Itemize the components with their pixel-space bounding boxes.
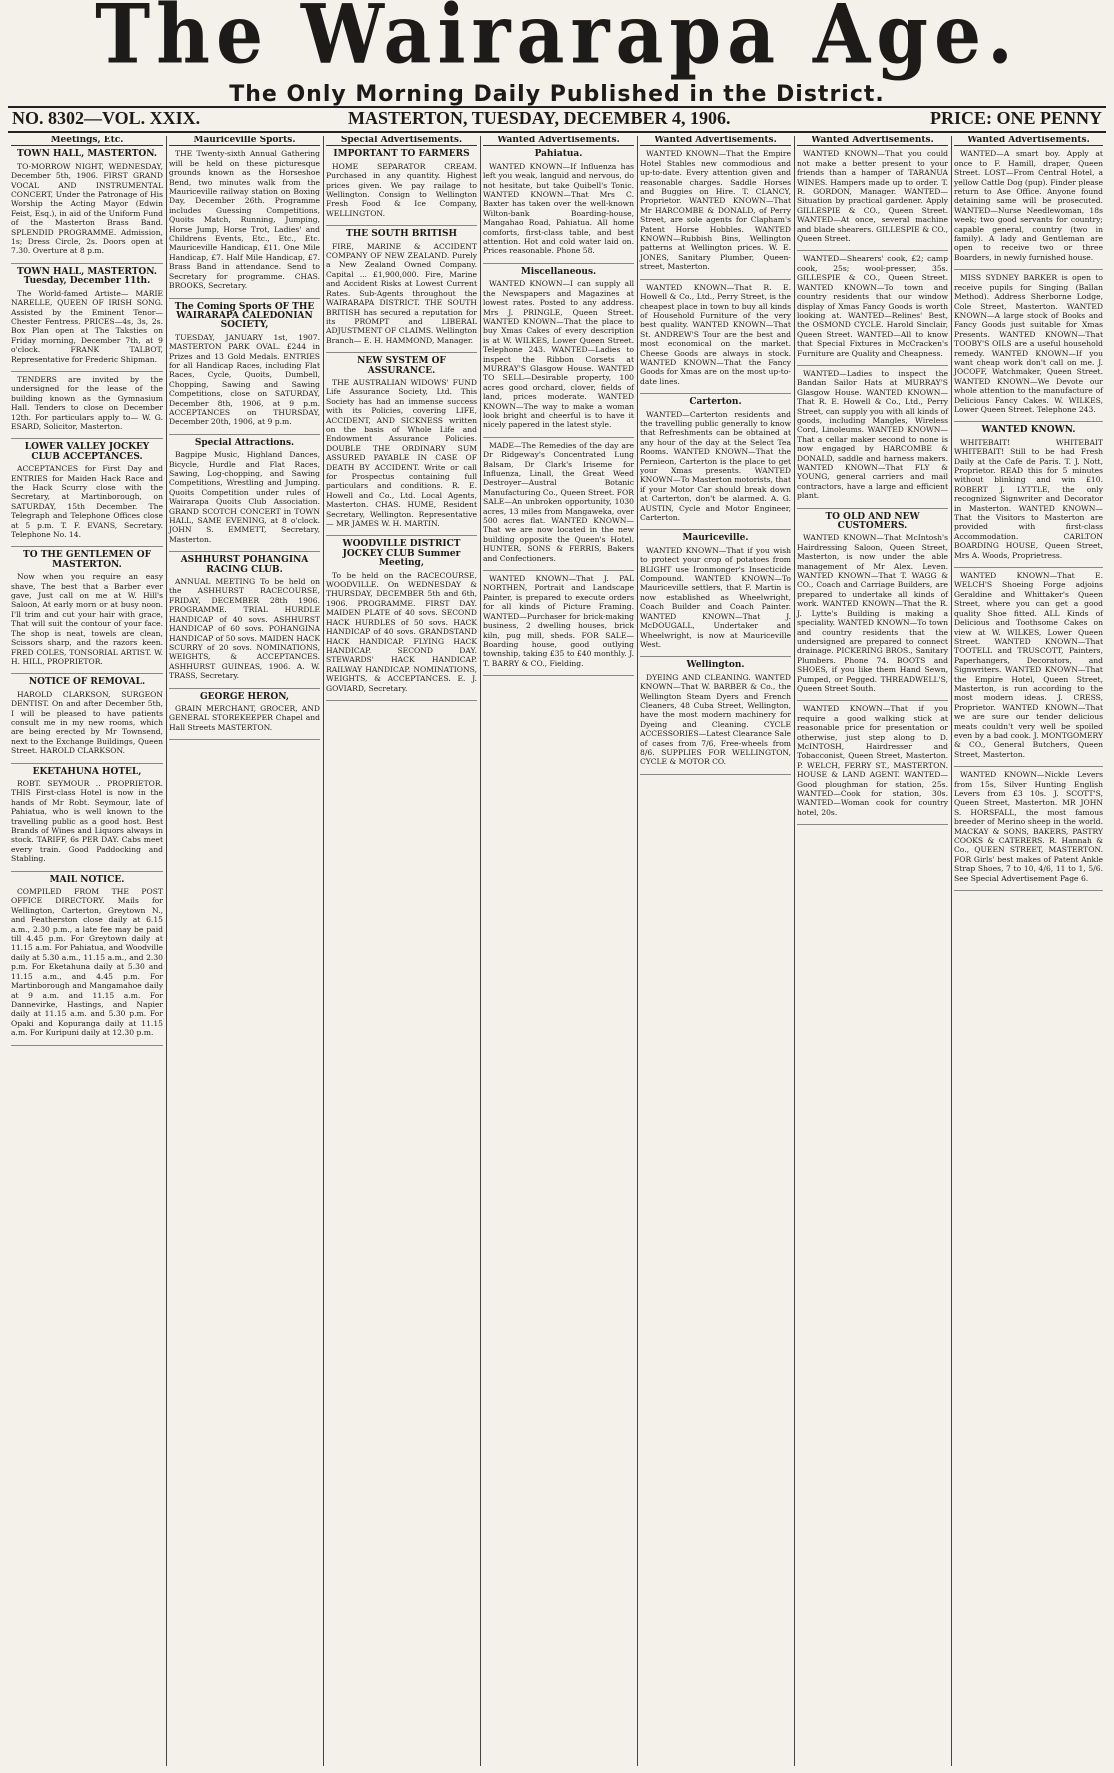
advertisement [11,268,163,372]
advertisement [483,441,634,571]
advertisement [797,704,948,825]
advertisement [169,149,320,298]
issue-number: NO. 8302—VOL. XXIX. [12,108,201,128]
advertisement [483,268,634,438]
advertisement-text: WANTED KNOWN—That if you require a good walking stick at reasonable price for presentation or otherwise, just step along to D. McINTOSH, Hairdresser and Tobacconist, Queen Street, Masterton. P. WELCH, FERRY ST., MASTERTON. HOUSE & LAND AGENT. WANTED—Good ploughman for station, 25s. WANTED—Cook for station, 30s. WANTED—Woman cook for country hotel, 20s. [797,704,948,817]
advertisement [326,540,477,701]
advertisement [169,439,320,552]
advertisement-heading: Carterton. [689,397,742,408]
advertisement-text: WANTED—Shearers' cook, £2; camp cook, 25s; wool-presser, 35s. GILLESPIE & CO., Queen Street. WANTED KNOWN—To town and country residents that our window display of Xmas Fancy Goods is worth looking at. WANTED—Relines' Best, the OSMOND CYCLE. Harold Sinclair, Queen Street. WANTED—All to know that Special Fixtures in McCracken's Furniture are Quality and Cheapness. [797,254,948,358]
advertisement-heading: TO OLD AND NEW CUSTOMERS. [825,511,920,532]
masthead [0,0,1114,83]
advertisement-heading: Special Attractions. [194,437,295,448]
advertisement [797,254,948,365]
column-heading: Special Advertisements. [326,136,477,146]
advertisement-text: FIRE, MARINE & ACCIDENT COMPANY OF NEW ZEALAND. Purely a New Zealand Owned Company. Capital ... £1,900,000. Fire, Marine and Accident Risks at Lowest Current Rates. Sub-Agents throughout the WAIRARAPA DISTRICT. THE SOUTH BRITISH has secured a reputation for its PROMPT and LIBERAL ADJUSTMENT OF CLAIMS. Wellington Branch— E. H. HAMMOND, Manager. [326,241,477,345]
advertisement [483,574,634,676]
advertisement-text: WANTED KNOWN—That you could not make a better present to your friends than a hamper of TARANUA WINES. Hampers made up to order. T. R. GORDON, Manager. WANTED—Situation by practical gardener. Apply GILLESPIE & CO., Queen Street. WANTED—At once, several machine and blade shearers. GILLESPIE & CO., Queen Street. [797,149,948,244]
column-heading: Wanted Advertisements. [483,136,634,146]
column-3 [323,136,480,1766]
advertisement-text: TENDERS are invited by the undersigned for the lease of the building known as the Gymnasium Hall. Tenders to close on December 12th. For particulars apply to— W. G. ESARD, Solicitor, Masterton. [11,374,163,431]
advertisement [954,149,1103,270]
advertisement-text: TO-MORROW NIGHT, WEDNESDAY, December 5th, 1906. FIRST GRAND VOCAL AND INSTRUMENTAL CONCERT, Under the Patronage of His Worship the Acting Mayor (Edwin Feist, Esq.), in aid of the Uniform Fund of the Masterton Brass Band. SPLENDID PROGRAMME. Admission, 1s; Dress Circle, 2s. Doors open at 7.30. Overture at 8 p.m. [11,161,163,256]
advertisement-heading: Pahiatua. [534,149,583,160]
advertisement-text: The World-famed Artiste— MARIE NARELLE, QUEEN OF IRISH SONG. Assisted by the Eminent Tenor— Chester Fentress. PRICES—4s, 3s, 2s. Box Plan open at The Taksties on Friday morning, December 7th, at 9 o'clock. FRANK TALBOT, Representative for Frederic Shipman. [11,288,163,364]
advertisement [640,149,791,279]
advertisement-text: WANTED KNOWN—That R. E. Howell & Co., Ltd., Perry Street, is the cheapest place in town to buy all kinds of Household Furniture of the very best quality. WANTED KNOWN—That St. ANDREW'S Tour are the best and most economical on the market. Cheese Goods are always in stock. WANTED KNOWN—That the Fancy Goods for Xmas are on the most up-to-date lines. [640,282,791,386]
column-heading: Meetings, Etc. [11,136,163,146]
issue-line [8,108,1106,130]
advertisement-text: To be held on the RACECOURSE, WOODVILLE. On WEDNESDAY & THURSDAY, DECEMBER 5th and 6th, 1906. PROGRAMME. FIRST DAY. MAIDEN PLATE of 40 sovs. SECOND HACK HURDLES of 50 sovs. HACK HANDICAP of 40 sovs. GRANDSTAND HACK HANDICAP. FLYING HACK HANDICAP. SECOND DAY. STEWARDS' HACK HANDICAP. RAILWAY HANDICAP. NOMINATIONS, WEIGHTS, & ACCEPTANCES. E. J. GOVIARD, Secretary. [326,570,477,693]
advertisement-text: THE Twenty-sixth Annual Gathering will be held on these picturesque grounds known as the Horseshoe Bend, two minutes walk from the Mauriceville railway station on Boxing Day, December 26th. Programme includes Guessing Competitions, Quoits Match, Running, Jumping, Horse Jump, Horse Trot, Ladies' and Childrens Events, Etc., Etc., Etc. Mauriceville Handicap, £11. One Mile Handicap, £7. Half Mile Handicap, £7. Brass Band in attendance. Send to Secretary for programme. CHAS. BROOKS, Secretary. [169,149,320,291]
advertisement [11,443,163,547]
advertisement-text: Bagpipe Music, Highland Dances, Bicycle, Hurdle and Flat Races, Sawing, Log-chopping, and Sawing Competitions, Wrestling and Jumping. Quoits Competition under rules of Wairarapa Quoits Club Association. GRAND SCOTCH CONCERT in TOWN HALL, SAME EVENING, at 8 o'clock. JOHN S. EMMETT, Secretary, Masterton. [169,450,320,544]
advertisement-text: WANTED KNOWN—That McIntosh's Hairdressing Saloon, Queen Street, Masterton, is now under the able management of Mr Alex. Leven. WANTED KNOWN—That T. WAGG & CO., Coach and Carriage Builders, are prepared to undertake all kinds of work. WANTED KNOWN—That the R. J. Lytte's Building is making a speciality. WANTED KNOWN—To town and country residents that the undersigned are prepared to connect drainage. PICKERING BROS., Sanitary Plumbers. Phone 74. BOOTS and SHOES, if you like them Hand Sewn, Pumped, or Pegged. THREADWELL'S, Queen Street South. [797,533,948,693]
advertisement-text: THE AUSTRALIAN WIDOWS' FUND Life Assurance Society, Ltd. This Society has had an immense success with its Policies, covering LIFE, ACCIDENT, AND SICKNESS written on the basis of Whole Life and Endowment Assurance Policies. DOUBLE THE ORDINARY SUM ASSURED PAYABLE IN CASE OF DEATH BY ACCIDENT. Write or call for Prospectus containing full particulars and conditions. R. E. Howell and Co., Ltd. Local Agents, Masterton. CHAS. HUME, Resident Secretary, Wellington. Representative— MR JAMES W. H. MARTIN. [326,377,477,529]
advertisement-heading: EKETAHUNA HOTEL, [32,766,142,777]
advertisement-text: DYEING AND CLEANING. WANTED KNOWN—That W. BARBER & Co., the Wellington Steam Dyers and French Cleaners, 48 Cuba Street, Wellington, have the most modern machinery for Dyeing and Cleaning. CYCLE ACCESSORIES—Latest Clearance Sale of cases from 7/6, Free-wheels from 8/6. SUPPLIES FOR WELLINGTON, CYCLE & MOTOR CO. [640,672,791,767]
advertisement-text: WANTED—Carterton residents and the travelling public generally to know that Refreshments can be obtained at any hour of the day at the Select Tea Rooms. WANTED KNOWN—That the Pernieon, Carterton is the place to get your Xmas presents. WANTED KNOWN—To Masterton motorists, that if your Motor Car should break down at Carterton, don't be alarmed. A. G. AUSTIN, Cycle and Motor Engineer, Carterton. [640,409,791,523]
column-heading: Mauriceville Sports. [169,136,320,146]
advertisement [954,770,1103,891]
advertisement-text: WANTED KNOWN—That E. WELCH'S Shoeing Forge adjoins Geraldine and Whittaker's Queen Street, where you can get a good quality Shoe fitted. ALL Kinds of Delicious and Toothsome Cakes on view at W. WILKES, Lower Queen Street. WANTED KNOWN—That TOOTELL and TRUSCOTT, Painters, Paperhangers, Decorators, and Signwriters. WANTED KNOWN—That the Empire Hotel, Queen Street, Masterton, is run according to the most modern ideas. J. CRESS, Proprietor. WANTED KNOWN—That we are sure our tender delicious meats couldn't very well be spoiled even by a bad cook. J. MONTGOMERY & CO., General Butchers, Queen Street, Masterton. [954,571,1103,759]
advertisement [326,357,477,536]
advertisement [797,513,948,702]
advertisement-text: WANTED KNOWN—Nickle Levers from 15s, Silver Hunting English Levers from £3 10s. J. SCOTT'S, Queen Street, Masterton. MR JOHN S. HORSFALL, the most famous breeder of Merino sheep in the world. MACKAY & SONS, BAKERS, PASTRY COOKS & CATERERS. R. Hannah & Co., QUEEN STREET, MASTERTON. FOR Girls' best makes of Patent Ankle Strap Shoes, 7 to 10, 4/6, 11 to 1, 5/6. See Special Advertisement Page 6. [954,770,1103,883]
advertisement-heading: IMPORTANT TO FARMERS [333,149,470,160]
advertisement-text: WANTED KNOWN—That if you wish to protect your crop of potatoes from BLIGHT use Ironmonger's Insecticide Compound. WANTED KNOWN—To Mauriceville settlers, that F. Martin is now established as Wheelwright, Coach Builder and Coach Painter. WANTED KNOWN—That J. McDOUGALL, Undertaker and Wheelwright, is now at Mauriceville West. [640,545,791,649]
issue-date: MASTERTON, TUESDAY, DECEMBER 4, 1906. [348,108,731,128]
advertisement-text: HOME SEPARATOR CREAM. Purchased in any quantity. Highest prices given. We pay railage to Wellington. Consign to Wellington Fresh Food & Ice Company, WELLINGTON. [326,161,477,218]
advertisement-heading: THE SOUTH BRITISH [346,229,457,240]
advertisement-text: WANTED KNOWN—If Influenza has left you weak, languid and nervous, do not hesitate, but take Quibell's Tonic. WANTED KNOWN—That Mrs C. Baxter has taken over the well-known Wilton-bank Boarding-house, Mangahao Road, Pahiatua. All home comforts, first-class table, and best attention. Hot and cold water laid on. Prices reasonable. Phone 58. [483,161,634,256]
advertisement-heading: TOWN HALL, MASTERTON. [16,149,158,160]
advertisement-heading: MAIL NOTICE. [49,874,125,885]
advertisement-heading: LOWER VALLEY JOCKEY CLUB ACCEPTANCES. [24,442,150,462]
advertisement [11,678,163,763]
advertisement [640,661,791,774]
advertisement-heading: Mauriceville. [682,533,749,544]
advertisement-text: Now when you require an easy shave, The best that a Barber ever gave, Just call on me at W. Hill's Saloon, At early morn or at busy noon. I'll trim and cut your hair with grace, That will suit the contour of your face. The shop is neat, towels are clean, Scissors sharp, and the razors keen. FRED COLES, TONSORIAL ARTIST. W. H. HILL, PROPRIETOR. [11,572,163,666]
advertisement-text: ACCEPTANCES for First Day and ENTRIES for Maiden Hack Race and the Hack Scurry close with the Secretary, at Martinborough, on SATURDAY, 15th December. The Telegraph and Telephone Offices close at 5 p.m. T. F. EVANS, Secretary. Telephone No. 14. [11,464,163,540]
column-heading: Wanted Advertisements. [954,136,1103,146]
column-heading: Wanted Advertisements. [797,136,948,146]
advertisement-text: WHITEBAIT! WHITEBAIT WHITEBAIT! Still to be had Fresh Daily at the Cafe de Paris. T. J. Nott, Proprietor. READ this for 5 minutes without blinking and win £10. ROBERT J. LYTTLE, the only recognized Signwriter and Decorator in Masterton. WANTED KNOWN—That the Visitors to Masterton are provided with first-class Accommodation. CARLTON BOARDING HOUSE, Queen Street, Mrs A. Woods, Proprietress. [954,437,1103,560]
advertisement [11,551,163,674]
advertisement-heading: TO THE GENTLEMEN OF MASTERTON. [23,550,151,570]
advertisement-text: HAROLD CLARKSON, SURGEON DENTIST. On and after December 5th, I will be pleased to have patients consult me in my new rooms, which are being erected by Mr Townsend, next to the Exchange Buildings, Queen Street. HAROLD CLARKSON. [11,689,163,756]
advertisement-heading: WOODVILLE DISTRICT JOCKEY CLUB Summer Meeting, [342,539,461,569]
advertisement-text: COMPILED FROM THE POST OFFICE DIRECTORY. Mails for Wellington, Carterton, Greytown N., and Featherston close daily at 6.15 a.m., 2.30 p.m., a late fee may be paid till 4.45 p.m. For Greytown daily at 11.15 a.m. For Pahiatua, and Woodville daily at 5.30 a.m., 11.15 a.m., and 2.30 p.m. For Eketahuna daily at 5.30 and 11.15 a.m., and 4.45 p.m. For Martinborough and Mangamahoe daily at 9 a.m. and 11.15 a.m. For Dannevirke, Hastings, and Napier daily at 11.15 a.m. and 5.30 p.m. For Opaki and Kopuranga daily at 11.15 a.m. For Kuripuni daily at 12.30 p.m. [11,887,163,1038]
advertisement [954,571,1103,767]
advertisement-text: MADE—The Remedies of the day are Dr Ridgeway's Concentrated Lung Balsam, Dr Clark's Iriseme for Influenza, Linall, the Great Weed Destroyer—Austral Botanic Manufacturing Co., Queen Street. FOR SALE—An unbroken opportunity, 1030 acres, 13 miles from Mangaweka, over 500 acres flat. WANTED KNOWN—That we are now located in the new building opposite the Queen's Hotel. HUNTER, SONS & FERRIS, Bakers and Confectioners. [483,440,634,563]
advertisement [797,369,948,509]
advertisement [954,273,1103,422]
advertisement-text: WANTED KNOWN—That J. PAL NORTHEN, Portrait and Landscape Painter, is prepared to execute orders for all kinds of Picture Framing. WANTED—Purchaser for brick-making business, 2 dwelling houses, brick kiln, pug mill, sheds. FOR SALE—Boarding house, good outlying township, taking £35 to £40 monthly. J. T. BARRY & CO., Fielding. [483,574,634,668]
advertisement-text: ROBT. SEYMOUR .. PROPRIETOR. THIS First-class Hotel is now in the hands of Mr Robt. Seymour, late of Pahiatua, who is well known to the travelling public as a good host. Best Brands of Wines and Liquors always in stock. TARIFF, 6s PER DAY. Cabs meet every train. Good Paddocking and Stabling. [11,778,163,864]
advertisement [11,375,163,439]
advertisement-text: GRAIN MERCHANT, GROCER, AND GENERAL STOREKEEPER Chapel and Hall Streets MASTERTON. [169,703,320,732]
advertisement [11,150,163,263]
column-2 [166,136,323,1766]
advertisement [954,426,1103,568]
advertisement [11,876,163,1046]
advertisement-text: WANTED—Ladies to inspect the Bandan Sailor Hats at MURRAY'S Glasgow House. WANTED KNOWN—That R. E. Howell & Co., Ltd., Perry Street, can supply you with all kinds of goods, including Mangles, Wireless Cord, Linoleums. WANTED KNOWN—That a cellar maker second to none is now engaged by HARCOMBE & DONALD, saddle and harness makers. WANTED KNOWN—That FLY & YOUNG, general carriers and mail contractors, have a large and efficient plant. [797,368,948,501]
advertisement-text: WANTED KNOWN—That the Empire Hotel Stables new commodious and up-to-date. Every attention given and reasonable charges. Saddle Horses and Buggies on Hire. T. CLANCY, Proprietor. WANTED KNOWN—That Mr HARCOMBE & DONALD, of Perry Street, are sole agents for Clapham's Patent Horse Hobbles. WANTED KNOWN—Rubbish Bins, Wellington patterns at Wellington prices. W. E. JONES, Sanitary Plumber, Queen-street, Masterton. [640,149,791,272]
newspaper-title: The Wairarapa Age. [95,0,1019,83]
column-5 [637,136,794,1766]
advertisement-text: TUESDAY, JANUARY 1st, 1907. MASTERTON PARK OVAL. £244 in Prizes and 13 Gold Medals. ENTRIES for all Handicap Races, including Flat Races, Cycle, Quoits, Dumbell, Chopping, Sawing and Sawing Competitions, close on SATURDAY, December 8th, 1906, at 9 p.m. ACCEPTANCES on THURSDAY, December 20th, 1906, at 9 p.m. [169,332,320,427]
advertisement-heading: Miscellaneous. [520,266,597,277]
advertisement-heading: NEW SYSTEM OF ASSURANCE. [357,356,446,376]
advertisement [11,768,163,872]
column-6 [794,136,951,1766]
advertisement-heading: GEORGE HERON, [199,691,289,702]
header-rule-bottom [8,131,1106,133]
advertisement [169,693,320,741]
advertisement-heading: ASHHURST POHANGINA RACING CLUB. [180,555,309,575]
advertisement-text: ANNUAL MEETING To be held on the ASHHURST RACECOURSE, FRIDAY, DECEMBER 28th 1906. PROGRAMME. TRIAL HURDLE HANDICAP of 40 sovs. ASHHURST HANDICAP of 60 sovs. POHANGINA HANDICAP of 50 sovs. MAIDEN HACK SCURRY of 20 sovs. NOMINATIONS, WEIGHTS, & ACCEPTANCES. ASHHURST GUINEAS, 1906. A. W. TRASS, Secretary. [169,577,320,681]
columns [8,136,1106,1766]
column-7 [951,136,1106,1766]
advertisement-text: MISS SYDNEY BARKER is open to receive pupils for Singing (Ballan Method). Address Sherborne Lodge, Cole Street, Masterton. WANTED KNOWN—A large stock of Books and Fancy Goods just suitable for Xmas Presents. WANTED KNOWN—That TOOBY'S OILS are a useful household remedy. WANTED KNOWN—If you want cheap work don't call on me. J. JOCOFF, Watchmaker, Queen Street. WANTED KNOWN—We Devote our whole attention to the manufacture of Delicious Fancy Cakes. W. WILKES, Lower Queen Street. Telephone 243. [954,273,1103,414]
advertisement-heading: WANTED KNOWN. [981,425,1076,436]
advertisement [640,283,791,394]
advertisement [169,303,320,435]
advertisement [483,150,634,263]
advertisement [169,556,320,688]
advertisement-text: WANTED—A smart boy. Apply at once to F. Hamill, draper, Queen Street. LOST—From Central Hotel, a yellow Cattle Dog (pup). Finder please return to Ase Office. Anyone found detaining same will be prosecuted. WANTED—Nurse Needlewoman, 18s week; two good servants for country; capable general, country (two in family). A lady and Gentleman are open to receive two or three Boarders, in newly furnished house. [954,149,1103,262]
advertisement-heading: TOWN HALL, MASTERTON. Tuesday, December 11th. [16,266,158,287]
advertisement-text: WANTED KNOWN—I can supply all the Newspapers and Magazines at lowest rates. Posted to any address. Mrs J. PRINGLE, Queen Street. WANTED KNOWN—That the place to buy Xmas Cakes of every description is at W. WILKES, Lower Queen Street. Telephone 243. WANTED—Ladies to inspect the Ribbon Corsets at MURRAY'S Glasgow House. WANTED TO SELL—Desirable property, 100 acres good orchard, clover, fields of land, prices moderate. WANTED KNOWN—The way to make a woman look bright and cheerful is to have it nicely papered in the latest style. [483,279,634,430]
advertisement-heading: Wellington. [686,660,745,671]
column-heading: Wanted Advertisements. [640,136,791,146]
advertisement [797,149,948,251]
advertisement [640,534,791,657]
column-4 [480,136,637,1766]
newspaper-subtitle: The Only Morning Daily Published in the District. [229,82,885,107]
advertisement-heading: The Coming Sports OF THE WAIRARAPA CALEDONIAN SOCIETY, [174,301,315,331]
issue-price: PRICE: ONE PENNY [929,108,1102,128]
column-1 [8,136,166,1766]
advertisement [326,150,477,226]
advertisement [326,230,477,353]
advertisement [640,398,791,530]
advertisement-heading: NOTICE OF REMOVAL. [28,677,146,688]
